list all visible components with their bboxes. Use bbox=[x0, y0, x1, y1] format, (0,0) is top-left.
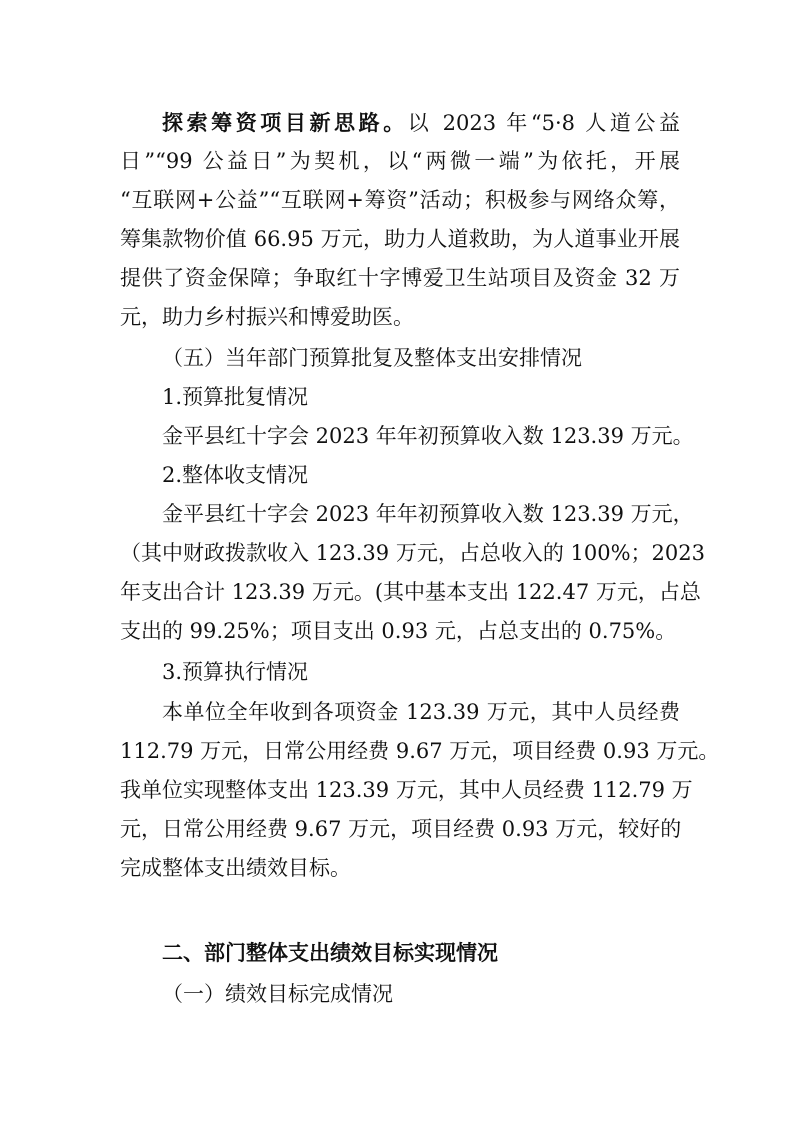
paragraph-1-lead: 探索筹资项目新思路。 bbox=[162, 111, 408, 135]
sub-1-heading: 1.预算批复情况 bbox=[162, 385, 309, 409]
sub-3-line-2: 112.79 万元，日常公用经费 9.67 万元，项目经费 0.93 万元。 bbox=[120, 739, 720, 763]
paragraph-1-line-6: 元，助力乡村振兴和博爱助医。 bbox=[120, 305, 414, 329]
paragraph-1-line-2: 日”“99 公益日”为契机，以“两微一端”为依托，开展 bbox=[120, 149, 680, 173]
paragraph-1-line-4: 筹集款物价值 66.95 万元，助力人道救助，为人道事业开展 bbox=[120, 227, 680, 251]
sub-3-line-5: 完成整体支出绩效目标。 bbox=[120, 856, 351, 880]
sub-3-line-3: 我单位实现整体支出 123.39 万元，其中人员经费 112.79 万 bbox=[120, 778, 693, 802]
part-2-heading: 二、部门整体支出绩效目标实现情况 bbox=[162, 941, 498, 965]
sub-2-line-2: （其中财政拨款收入 123.39 万元，占总收入的 100%；2023 bbox=[120, 541, 705, 565]
paragraph-1-line-1-rest: 以 2023 年“5·8 人道公益 bbox=[407, 111, 681, 135]
sub-3-line-4: 元，日常公用经费 9.67 万元，项目经费 0.93 万元，较好的 bbox=[120, 817, 682, 841]
sub-3-line-1: 本单位全年收到各项资金 123.39 万元，其中人员经费 bbox=[162, 700, 680, 724]
sub-2-line-1: 金平县红十字会 2023 年年初预算收入数 123.39 万元， bbox=[162, 502, 694, 526]
sub-2-heading: 2.整体收支情况 bbox=[162, 463, 309, 487]
paragraph-1-line-5: 提供了资金保障；争取红十字博爱卫生站项目及资金 32 万 bbox=[120, 266, 680, 290]
sub-1-line-1: 金平县红十字会 2023 年年初预算收入数 123.39 万元。 bbox=[162, 424, 694, 448]
paragraph-1-line-1 bbox=[162, 108, 680, 138]
sub-2-line-4: 支出的 99.25%；项目支出 0.93 元，占总支出的 0.75%。 bbox=[120, 619, 677, 643]
sub-2-line-3: 年支出合计 123.39 万元。(其中基本支出 122.47 万元，占总 bbox=[120, 580, 701, 604]
part-2-sub-1-heading: （一）绩效目标完成情况 bbox=[162, 982, 393, 1006]
section-5-heading: （五）当年部门预算批复及整体支出安排情况 bbox=[162, 346, 582, 370]
sub-3-heading: 3.预算执行情况 bbox=[162, 660, 309, 684]
paragraph-1-line-3: “互联网+公益”“互联网+筹资”活动；积极参与网络众筹， bbox=[120, 188, 680, 212]
